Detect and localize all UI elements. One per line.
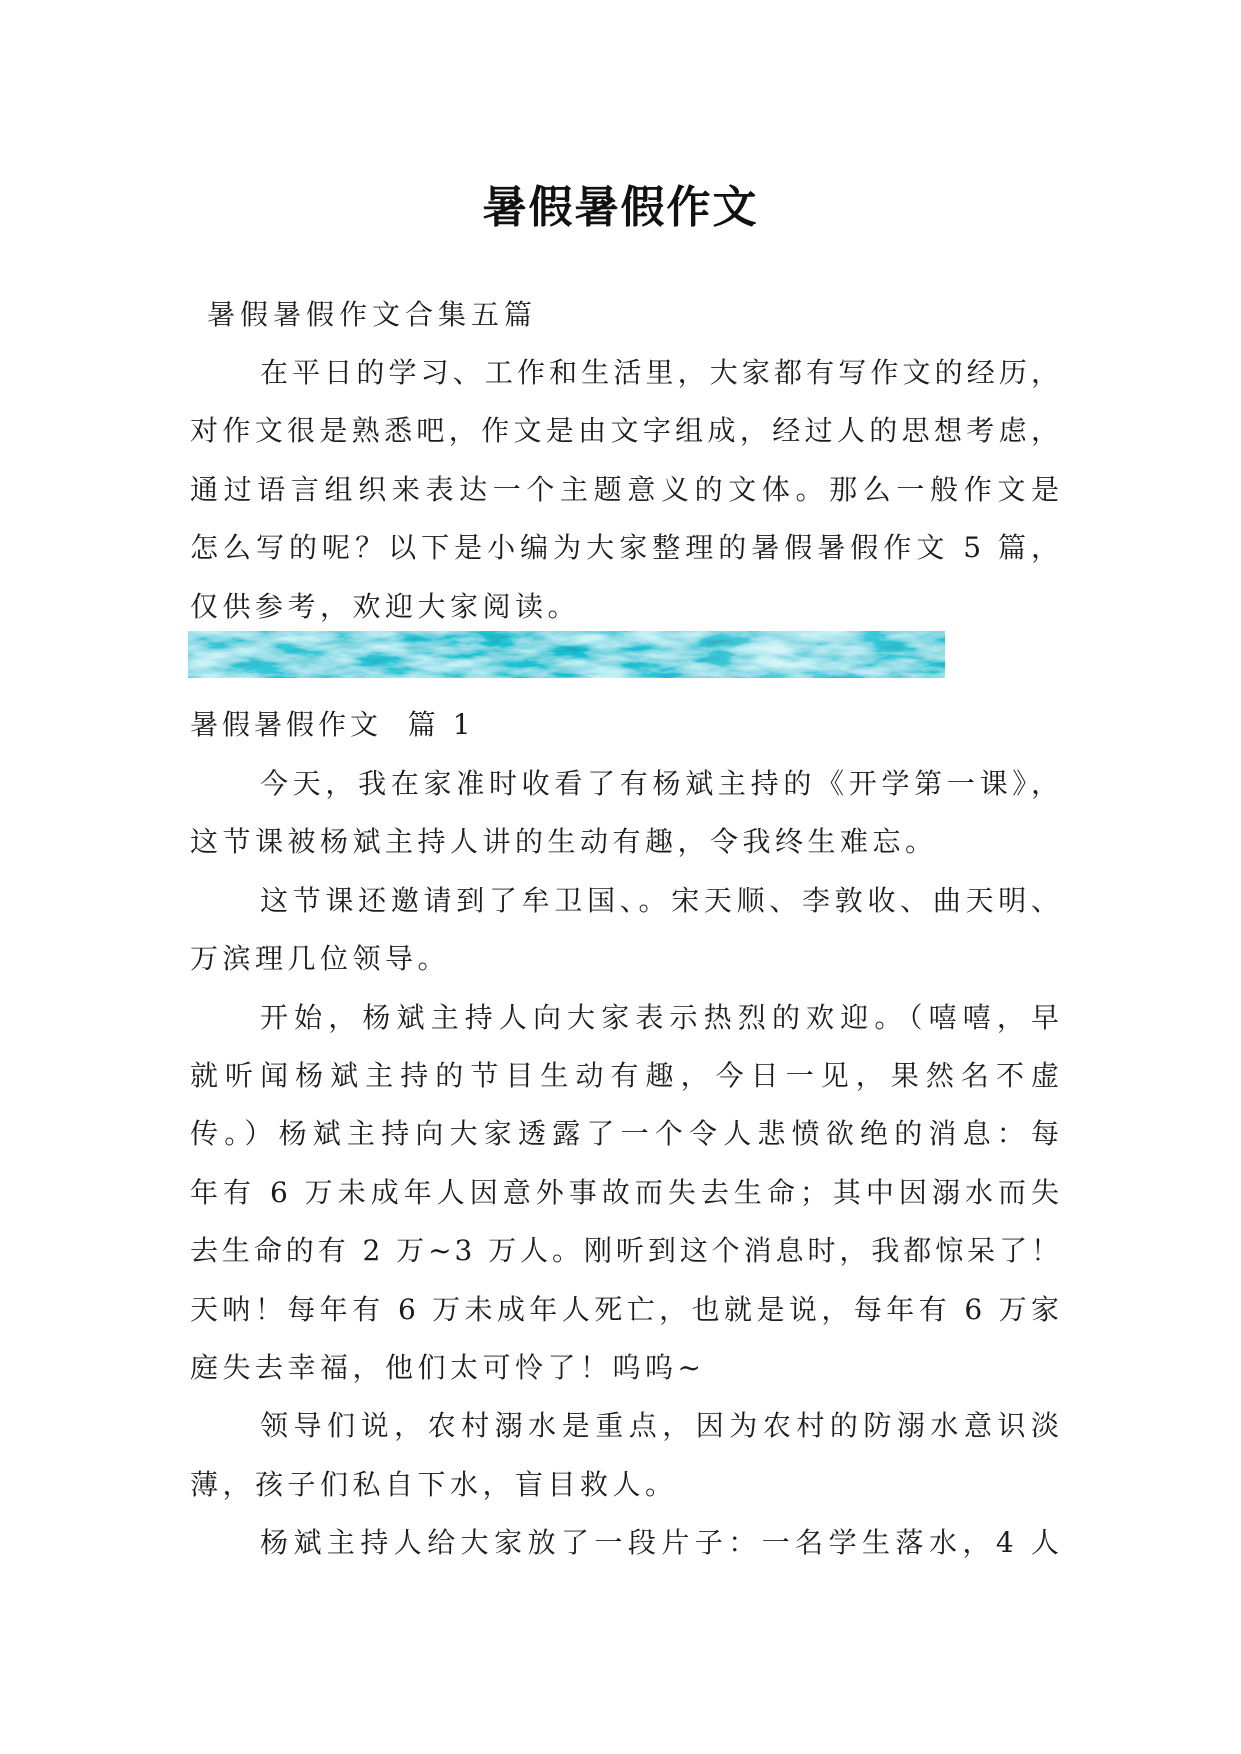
paragraph-line: 开始，杨斌主持人向大家表示热烈的欢迎。（嘻嘻，早 bbox=[260, 1000, 1062, 1034]
essay-paragraph bbox=[190, 1514, 1062, 1572]
paragraph-line: 对作文很是熟悉吧，作文是由文字组成，经过人的思想考虑， bbox=[190, 414, 1062, 448]
paragraph-line: 杨斌主持人给大家放了一段片子：一名学生落水，4 人 bbox=[260, 1526, 1062, 1560]
essay-paragraph bbox=[190, 989, 1062, 1398]
paragraph-line: 就听闻杨斌主持的节目生动有趣，今日一见，果然名不虚 bbox=[190, 1058, 1062, 1092]
paragraph-line: 在平日的学习、工作和生活里，大家都有写作文的经历， bbox=[260, 356, 1062, 389]
paragraph-line: 怎么写的呢？以下是小编为大家整理的暑假暑假作文 5 篇， bbox=[190, 531, 1062, 565]
paragraph-line: 通过语言组织来表达一个主题意义的文体。那么一般作文是 bbox=[190, 472, 1062, 506]
paragraph-line: 仅供参考，欢迎大家阅读。 bbox=[190, 589, 581, 623]
paragraph-line: 这节课被杨斌主持人讲的生动有趣，令我终生难忘。 bbox=[190, 825, 938, 859]
banner-highlight bbox=[188, 631, 945, 678]
paragraph-line: 去生命的有 2 万~3 万人。刚听到这个消息时，我都惊呆了！ bbox=[190, 1234, 1062, 1268]
essay-body bbox=[190, 755, 1062, 1572]
paragraph-line: 庭失去幸福，他们太可怜了！呜呜~ bbox=[190, 1350, 706, 1384]
paragraph-line: 传。）杨斌主持向大家透露了一个令人悲愤欲绝的消息：每 bbox=[190, 1117, 1062, 1151]
paragraph-line: 万滨理几位领导。 bbox=[190, 942, 451, 976]
intro-paragraph bbox=[190, 344, 1062, 636]
paragraph-line: 薄，孩子们私自下水，盲目救人。 bbox=[190, 1467, 678, 1501]
paragraph-line: 今天，我在家准时收看了有杨斌主持的《开学第一课》， bbox=[260, 767, 1062, 800]
paragraph-line: 这节课还邀请到了牟卫国、。宋天顺、李敦收、曲天明、 bbox=[260, 883, 1062, 917]
essay-paragraph bbox=[190, 755, 1062, 872]
page-title: 暑假暑假作文 bbox=[482, 182, 759, 234]
essay-paragraph bbox=[190, 1397, 1062, 1514]
paragraph-line: 年有 6 万未成年人因意外事故而失去生命；其中因溺水而失 bbox=[190, 1175, 1062, 1209]
essay-paragraph bbox=[190, 872, 1062, 989]
essay-heading: 暑假暑假作文 篇 1 bbox=[190, 708, 475, 741]
paragraph-line: 领导们说，农村溺水是重点，因为农村的防溺水意识淡 bbox=[260, 1409, 1062, 1443]
paragraph-line: 天呐！每年有 6 万未成年人死亡，也就是说，每年有 6 万家 bbox=[190, 1292, 1062, 1326]
collection-subtitle: 暑假暑假作文合集五篇 bbox=[207, 298, 538, 331]
water-banner-image bbox=[188, 631, 945, 678]
